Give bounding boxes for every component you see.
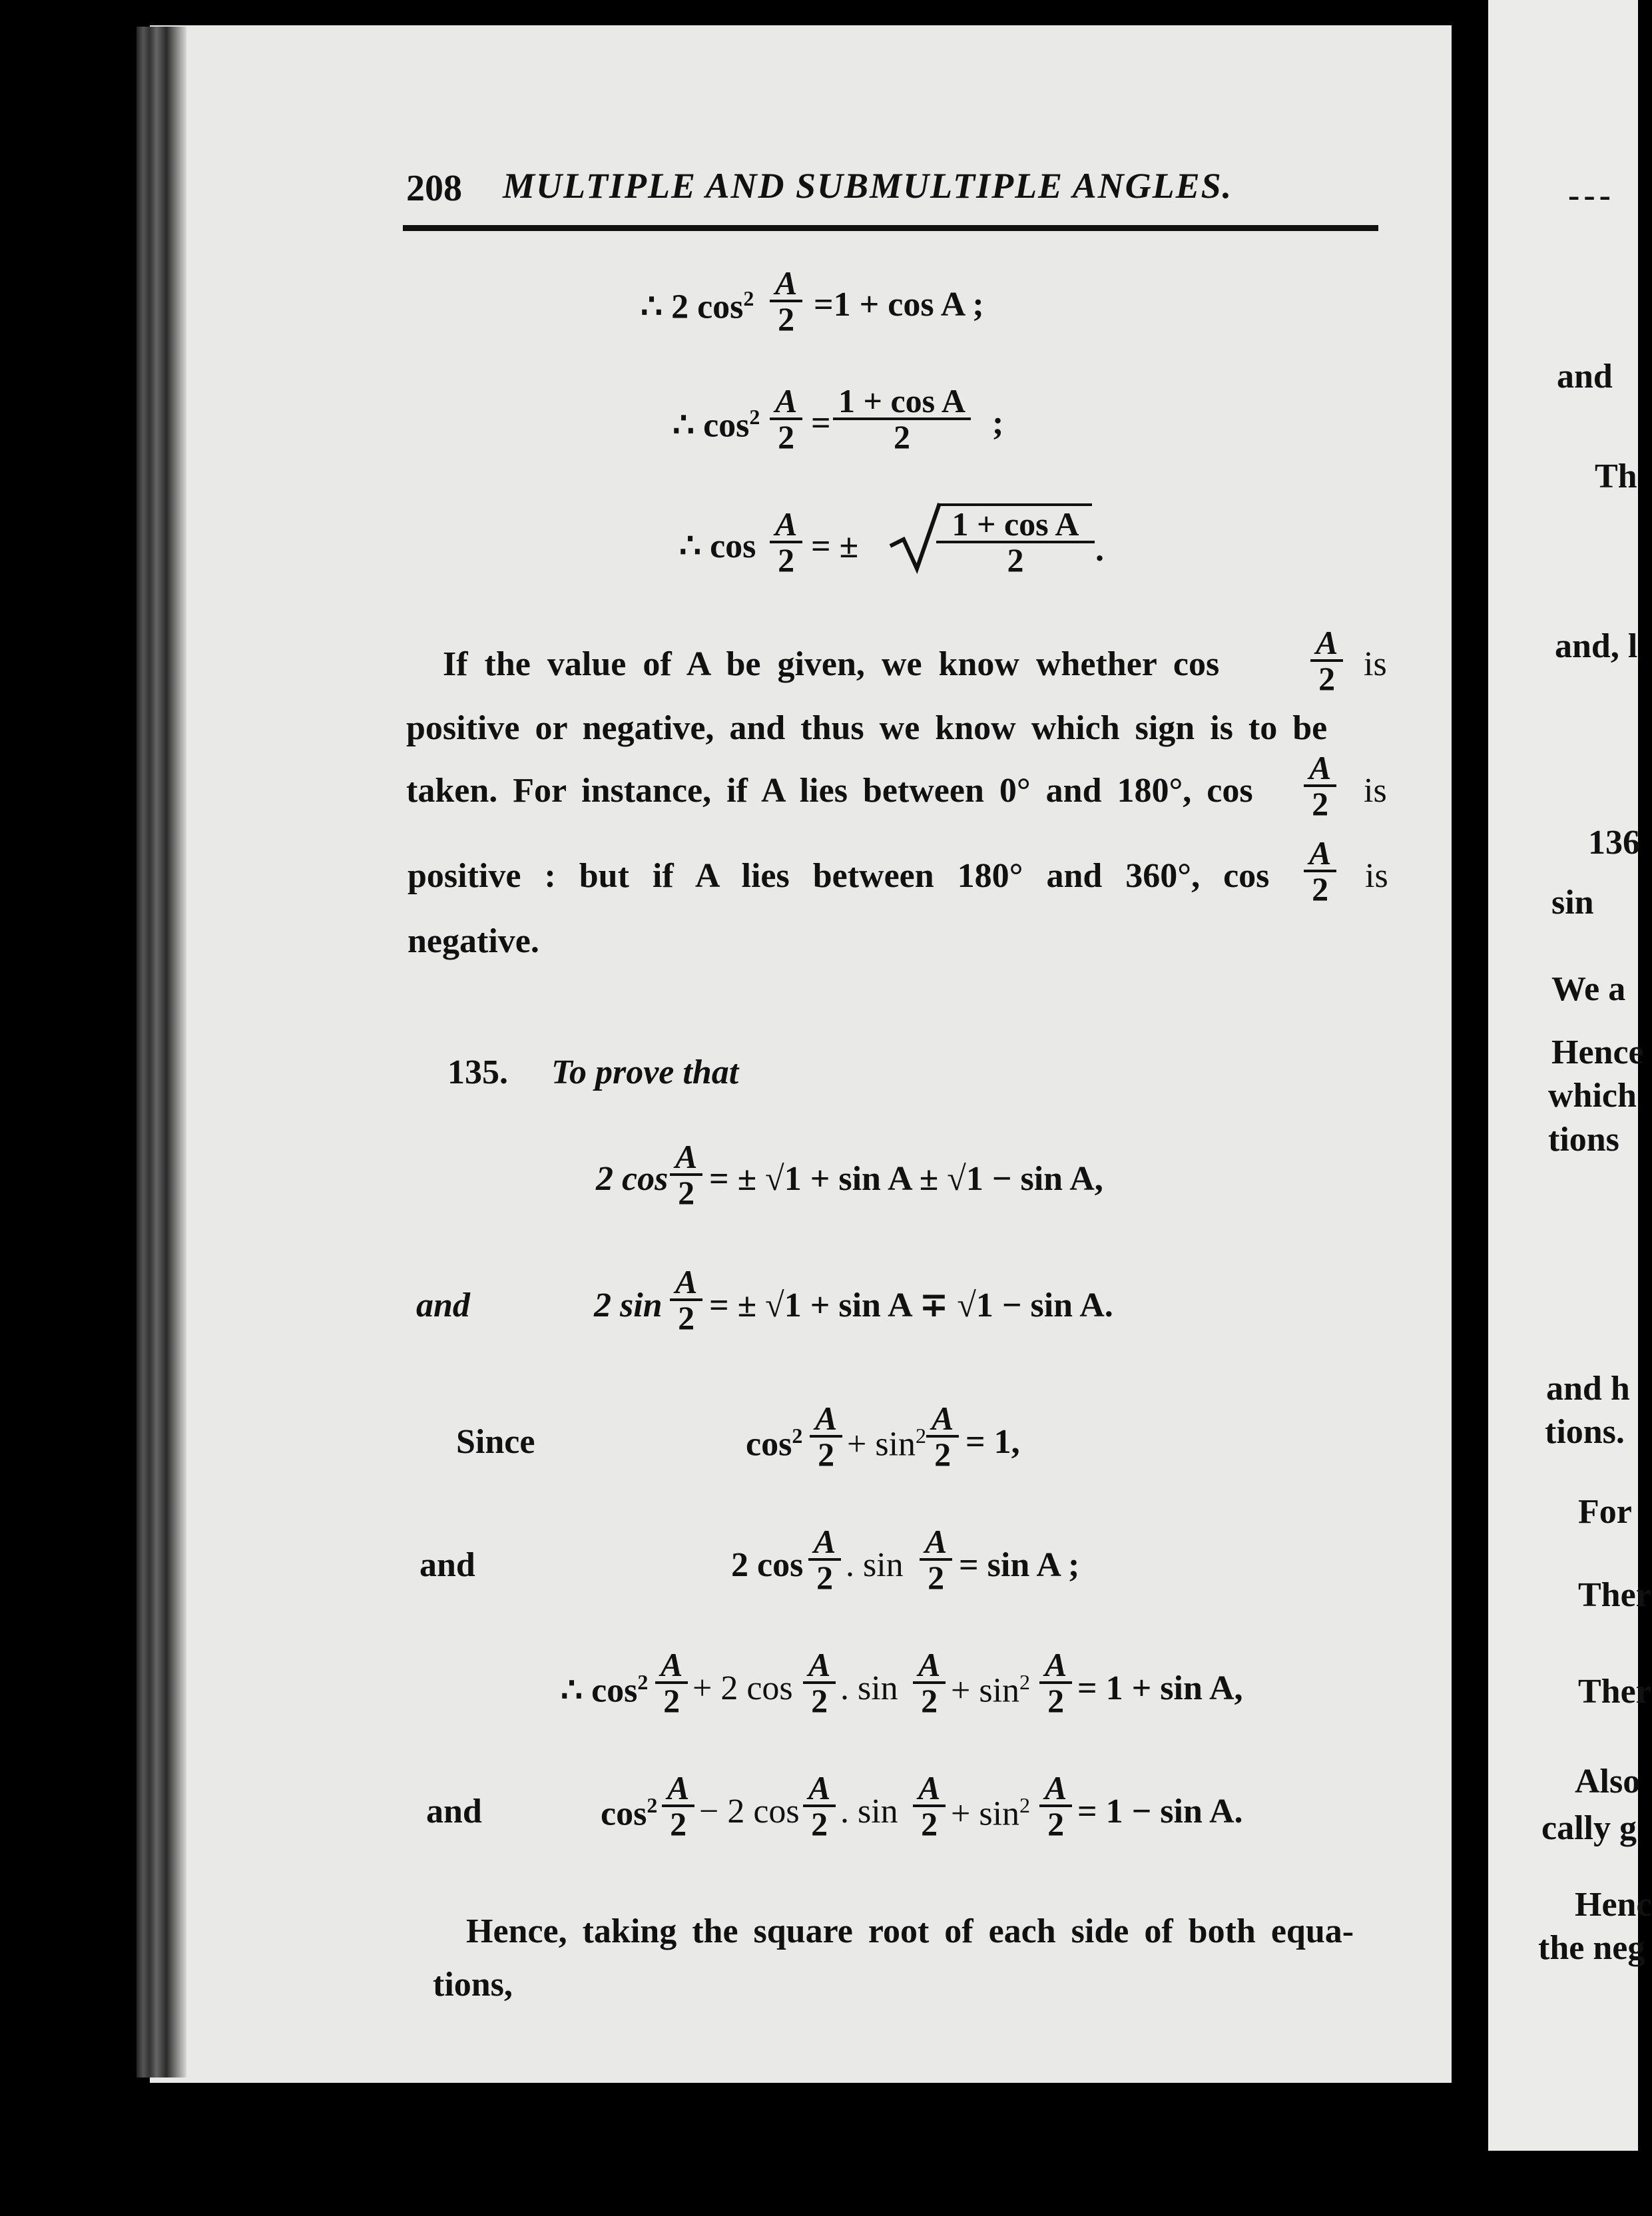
book-gutter <box>1452 0 1492 2216</box>
header-rule <box>403 225 1378 231</box>
page-title: MULTIPLE AND SUBMULTIPLE ANGLES. <box>503 166 1233 206</box>
page-number: 208 <box>406 168 462 209</box>
section-number: 135. <box>447 1053 508 1091</box>
section-heading: To prove that <box>551 1053 739 1091</box>
radical-sign <box>889 501 942 574</box>
book-spine-edge <box>137 27 186 2078</box>
left-page <box>150 25 1458 2083</box>
